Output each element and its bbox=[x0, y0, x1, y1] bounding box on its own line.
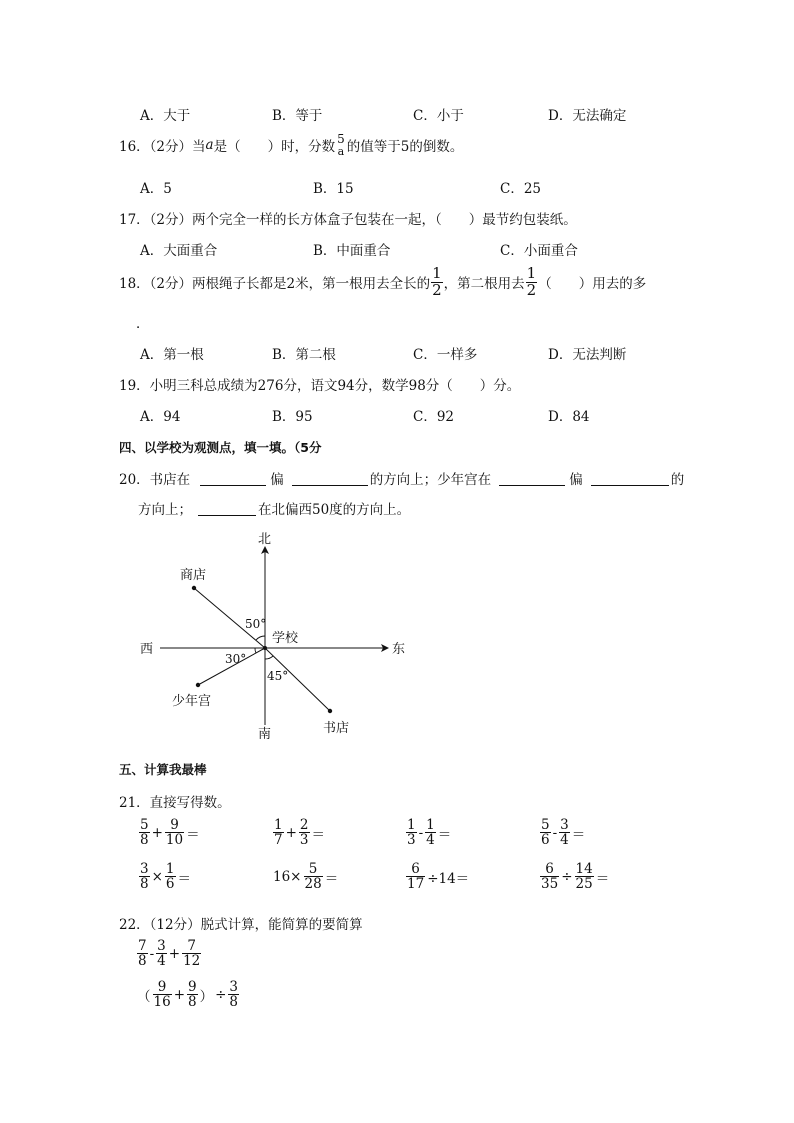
q18-mid: ，第二根用去 bbox=[443, 276, 525, 293]
q20-text-d: 偏 bbox=[569, 472, 583, 488]
school-point bbox=[263, 646, 267, 650]
angle-arc-shop bbox=[256, 636, 265, 640]
q19-option-a: A．94 bbox=[140, 409, 181, 425]
q20-line-2 bbox=[138, 498, 410, 518]
q21-item-2: $\frac{1}{7}$ + $\frac{2}{3}$ ＝ bbox=[274, 817, 325, 849]
q20-blank-1[interactable] bbox=[200, 471, 266, 486]
label-south: 南 bbox=[258, 727, 272, 742]
q18-question bbox=[119, 266, 646, 299]
q21-item-8: $\frac{6}{35}$ ÷ $\frac{14}{25}$ ＝ bbox=[541, 861, 610, 893]
label-angle-book: 45° bbox=[267, 669, 289, 683]
label-bookstore: 书店 bbox=[323, 721, 350, 736]
q15-option-c: C．小于 bbox=[413, 108, 464, 124]
q18-prefix: 18．（2分）两根绳子长都是2米，第一根用去全长的 bbox=[119, 276, 431, 293]
q21-item-7: $\frac{6}{17}$ ÷14＝ bbox=[407, 861, 470, 893]
q19-option-c: C．92 bbox=[413, 409, 455, 425]
q16-prefix: 16．（2分）当 bbox=[119, 139, 206, 156]
label-school: 学校 bbox=[272, 631, 299, 646]
q20-blank-2[interactable] bbox=[292, 471, 368, 486]
section-5-heading: 五、计算我最棒 bbox=[119, 762, 207, 777]
q16-question bbox=[119, 133, 463, 157]
q20-text-f: 方向上； bbox=[138, 502, 192, 518]
q18-trailing-period: ． bbox=[136, 316, 150, 332]
bookstore-point bbox=[328, 709, 332, 713]
q20-text-a: 20．书店在 bbox=[119, 472, 191, 488]
q17-question: 17．（2分）两个完全一样的长方体盒子包装在一起，（ ）最节约包装纸。 bbox=[119, 212, 577, 228]
q15-option-b: B．等于 bbox=[272, 108, 323, 124]
q20-line-1 bbox=[119, 468, 684, 488]
label-north: 北 bbox=[258, 532, 272, 547]
q22-title: 22．（12分）脱式计算，能简算的要简算 bbox=[119, 917, 363, 933]
q17-option-b: B．中面重合 bbox=[313, 243, 391, 259]
q21-item-4: $\frac{5}{6}$ - $\frac{3}{4}$ ＝ bbox=[541, 817, 586, 849]
q20-text-c: 的方向上；少年宫在 bbox=[369, 472, 492, 488]
angle-arc-youth bbox=[255, 648, 256, 653]
q18-fraction-1: $\frac{1}{2}$ bbox=[432, 264, 442, 299]
q18-option-b: B．第二根 bbox=[272, 347, 336, 363]
q20-text-b: 偏 bbox=[270, 472, 284, 488]
q16-option-c: C．25 bbox=[500, 181, 542, 197]
label-east: 东 bbox=[392, 642, 406, 657]
q20-blank-4[interactable] bbox=[591, 471, 669, 486]
q19-question: 19．小明三科总成绩为276分，语文94分，数学98分（ ）分。 bbox=[119, 378, 521, 394]
q15-option-d: D．无法确定 bbox=[548, 108, 627, 124]
q16-option-a: A．5 bbox=[140, 181, 172, 197]
direction-diagram bbox=[130, 525, 420, 750]
q16-mid: 是（ ）时，分数 bbox=[213, 139, 336, 156]
youth-palace-point bbox=[196, 683, 200, 687]
label-angle-youth: 30° bbox=[225, 652, 247, 666]
section-4-heading: 四、以学校为观测点，填一填。（5分 bbox=[119, 440, 322, 455]
shop-point bbox=[192, 586, 196, 590]
q20-text-g: 在北偏西50度的方向上。 bbox=[258, 502, 411, 518]
q17-option-a: A．大面重合 bbox=[140, 243, 218, 259]
q20-blank-3[interactable] bbox=[499, 471, 565, 486]
label-angle-shop: 50° bbox=[245, 617, 267, 631]
q16-suffix: 的值等于5的倒数。 bbox=[346, 139, 464, 156]
q21-item-3: $\frac{1}{3}$ - $\frac{1}{4}$ ＝ bbox=[407, 817, 452, 849]
label-youth-palace: 少年宫 bbox=[172, 694, 212, 709]
q15-option-a: A．大于 bbox=[140, 108, 191, 124]
q18-option-c: C．一样多 bbox=[413, 347, 478, 363]
q18-option-a: A．第一根 bbox=[140, 347, 204, 363]
q18-option-d: D．无法判断 bbox=[548, 347, 627, 363]
q17-option-c: C．小面重合 bbox=[500, 243, 578, 259]
q20-blank-5[interactable] bbox=[198, 501, 256, 516]
q16-fraction: 5 a bbox=[337, 132, 345, 158]
q16-option-b: B．15 bbox=[313, 181, 354, 197]
q22-expression-2: （ $\frac{9}{16}$ + $\frac{9}{8}$ ） ÷ $\frac{3}{8}$ bbox=[137, 979, 238, 1011]
angle-arc-book bbox=[265, 656, 273, 659]
q19-option-b: B．95 bbox=[272, 409, 313, 425]
q21-item-6: 16× $\frac{5}{28}$ ＝ bbox=[273, 861, 339, 893]
q21-item-1: $\frac{5}{8}$ + $\frac{9}{10}$ ＝ bbox=[140, 817, 200, 849]
label-west: 西 bbox=[140, 642, 154, 657]
label-shop: 商店 bbox=[180, 568, 207, 583]
q18-fraction-2: $\frac{1}{2}$ bbox=[526, 264, 537, 299]
q21-item-5: $\frac{3}{8}$ × $\frac{1}{6}$ ＝ bbox=[140, 861, 191, 893]
q21-title: 21．直接写得数。 bbox=[119, 795, 231, 811]
q18-suffix: （ ）用去的多 bbox=[538, 276, 647, 293]
q19-option-d: D．84 bbox=[548, 409, 590, 425]
q22-expression-1: $\frac{7}{8}$ - $\frac{3}{4}$ + $\frac{7}{12}$ bbox=[138, 938, 201, 970]
q20-text-e: 的 bbox=[670, 472, 685, 488]
q16-var-a: a bbox=[205, 137, 214, 154]
